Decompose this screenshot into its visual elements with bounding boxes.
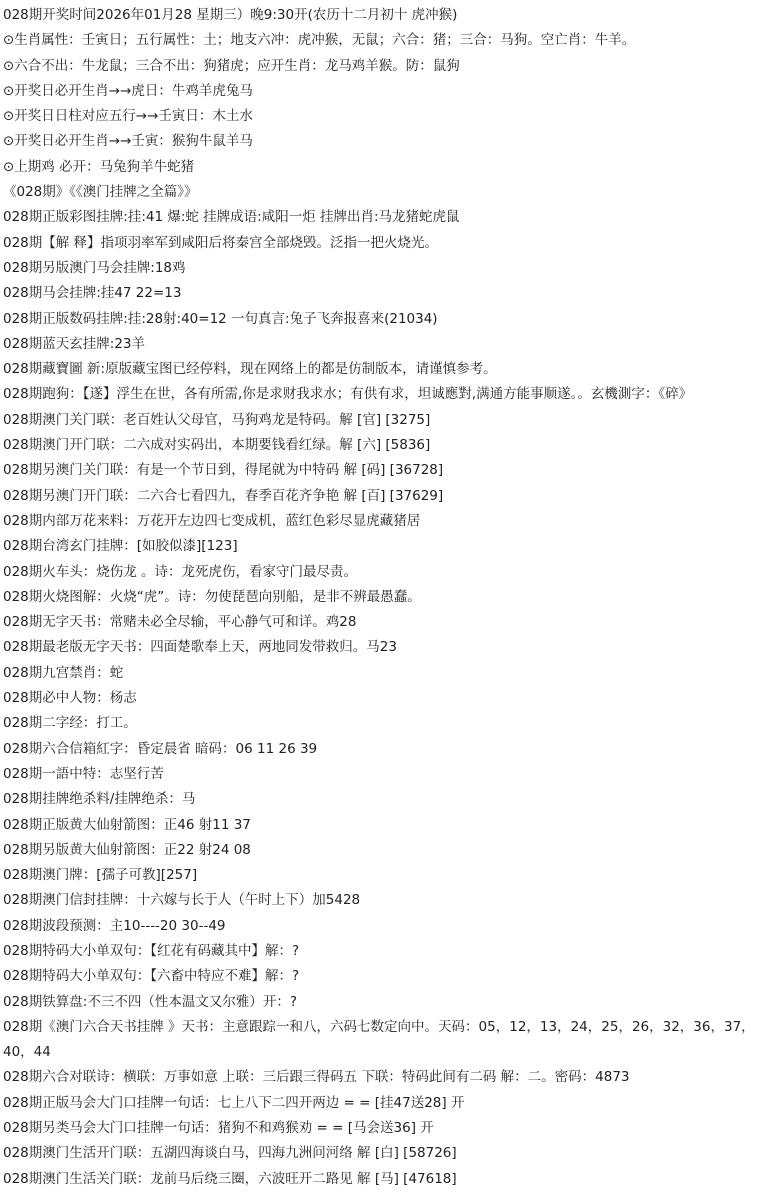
- draw-time-line: 028期开奖时间2026年01月28 星期三）晚9:30开(农历十二月初十 虎冲猴): [3, 7, 458, 23]
- list-item: 028期马会挂牌:挂47 22=13: [3, 285, 182, 302]
- list-item: 028期火车头：烧伤龙 。诗：龙死虎伤，看家守门最尽责。: [3, 563, 358, 580]
- list-item: 028期另澳门开门联：二六合七看四九，春季百花齐争艳 解 [百] [37629]: [3, 487, 444, 504]
- list-item-wrapped: 028期《澳门六合天书挂牌 》天书：主意跟踪一和八，六码七数定向中。天码：05，12，13，24，25，26，32，36，37，40，44: [3, 1018, 755, 1061]
- list-item: 028期正版数码挂牌:挂:28射:40=12 一句真言:兔子飞奔报喜来(21034): [3, 310, 438, 327]
- list-item: 028期九宫禁肖：蛇: [3, 664, 124, 681]
- list-item: 028期澳门信封挂牌：十六嫁与长于人（午时上下）加5428: [3, 892, 361, 909]
- list-item: 028期澳门生活开门联：五湖四海谈白马，四海九洲问河络 解 [白] [58726]: [3, 1145, 457, 1162]
- must-open-zodiac-line: ⊙开奖日必开生肖→→虎日：牛鸡羊虎兔马: [3, 82, 253, 99]
- list-item: 028期最老版无字天书：四面楚歌奉上天，两地同发带救归。马23: [3, 639, 397, 656]
- list-item: 028期澳门开门联：二六成对实码出，本期要钱看红绿。解 [六] [5836]: [3, 437, 431, 454]
- day-pillar-five-elements-line: ⊙开奖日日柱对应五行→→壬寅日：木土水: [3, 108, 253, 125]
- list-item: 028期澳门牌：[孺子可教][257]: [3, 867, 198, 884]
- list-item: 028期澳门生活关门联：龙前马后绕三圈，六波旺开二路见 解 [马] [47618]: [3, 1170, 457, 1187]
- list-item: 028期蓝天玄挂牌:23羊: [3, 335, 145, 352]
- list-item: 028期无字天书：常赌未必全尽输，平心静气可和详。鸡28: [3, 614, 357, 631]
- list-item: 028期必中人物：杨志: [3, 690, 137, 707]
- list-item: 028期正版马会大门口挂牌一句话：七上八下二四开两边 = = [挂47送28] 开: [3, 1094, 465, 1111]
- list-item: 028期波段预测：主10----20 30--49: [3, 917, 226, 934]
- list-item: 028期特码大小单双句：【六畜中特应不难】解：?: [3, 968, 300, 985]
- list-item: 028期正版黄大仙射箭图：正46 射11 37: [3, 816, 251, 833]
- list-item: 028期二字经：打工。: [3, 715, 137, 732]
- list-item: 028期六合信箱紅字：昏定晨省 暗码：06 11 26 39: [3, 740, 318, 757]
- list-item: 028期特码大小单双句：【红花有码藏其中】解：?: [3, 942, 300, 959]
- list-item: 028期六合对联诗：横联：万事如意 上联：三后跟三得码五 下联：特码此间有二码 解：二。密码：4873: [3, 1069, 630, 1086]
- list-item: 028期澳门关门联：老百姓认父母官，马狗鸡龙是特码。解 [官] [3275]: [3, 411, 431, 428]
- list-item: 028期一語中特：志坚行苦: [3, 765, 164, 782]
- list-item: 028期正版彩图挂牌:挂:41 爆:蛇 挂牌成语:咸阳一炬 挂牌出肖:马龙猪蛇虎鼠: [3, 209, 460, 226]
- list-item: 028期另版黄大仙射箭图：正22 射24 08: [3, 841, 251, 858]
- zodiac-attribute-line: ⊙生肖属性：壬寅日；五行属性：土；地支六冲：虎冲猴，无鼠；六合：猪；三合：马狗。空亡肖：牛羊。: [3, 32, 636, 49]
- section-title: 《028期》《《澳门挂牌之全篇》》: [3, 184, 198, 201]
- list-item: 028期挂牌绝杀料/挂牌绝杀：马: [3, 791, 196, 808]
- liuhe-not-out-line: ⊙六合不出：牛龙鼠；三合不出：狗猪虎；应开生肖：龙马鸡羊猴。防：鼠狗: [3, 57, 460, 74]
- list-item: 028期跑狗：【遂】浮生在世，各有所需,你是求财我求水；有供有求，坦诚應對,满通方能事顺遂。。玄機測字：《碎》: [3, 386, 693, 403]
- last-period-line: ⊙上期鸡 必开：马兔狗羊牛蛇猪: [3, 158, 195, 175]
- list-item: 028期另类马会大门口挂牌一句话：猪狗不和鸡猴劝 = = [马会送36] 开: [3, 1120, 434, 1137]
- list-item: 028期台湾玄门挂牌：[如胶似漆][123]: [3, 538, 238, 555]
- list-item: 028期另澳门关门联：有是一个节日到，得尾就为中特码 解 [码] [36728]: [3, 462, 444, 479]
- list-item: 028期另版澳门马会挂牌:18鸡: [3, 259, 186, 276]
- list-item: 028期火烧图解：火烧“虎”。诗：勿使琵琶向别船，是非不辨最愚蠢。: [3, 588, 421, 605]
- must-open-renyin-line: ⊙开奖日必开生肖→→壬寅：猴狗牛鼠羊马: [3, 133, 253, 150]
- list-item: 028期【解 释】指项羽率军到咸阳后将秦宫全部烧毁。泛指一把火烧光。: [3, 234, 439, 251]
- list-item: 028期藏寶圖 新:原版藏宝图已经停料，现在网络上的都是仿制版本，请谨慎参考。: [3, 361, 497, 378]
- list-item: 028期内部万花来料：万花开左边四七变成机，蓝红色彩尽显虎藏猪居: [3, 512, 421, 529]
- list-item: 028期铁算盘:不三不四（性本温文又尔雅）开：?: [3, 993, 297, 1010]
